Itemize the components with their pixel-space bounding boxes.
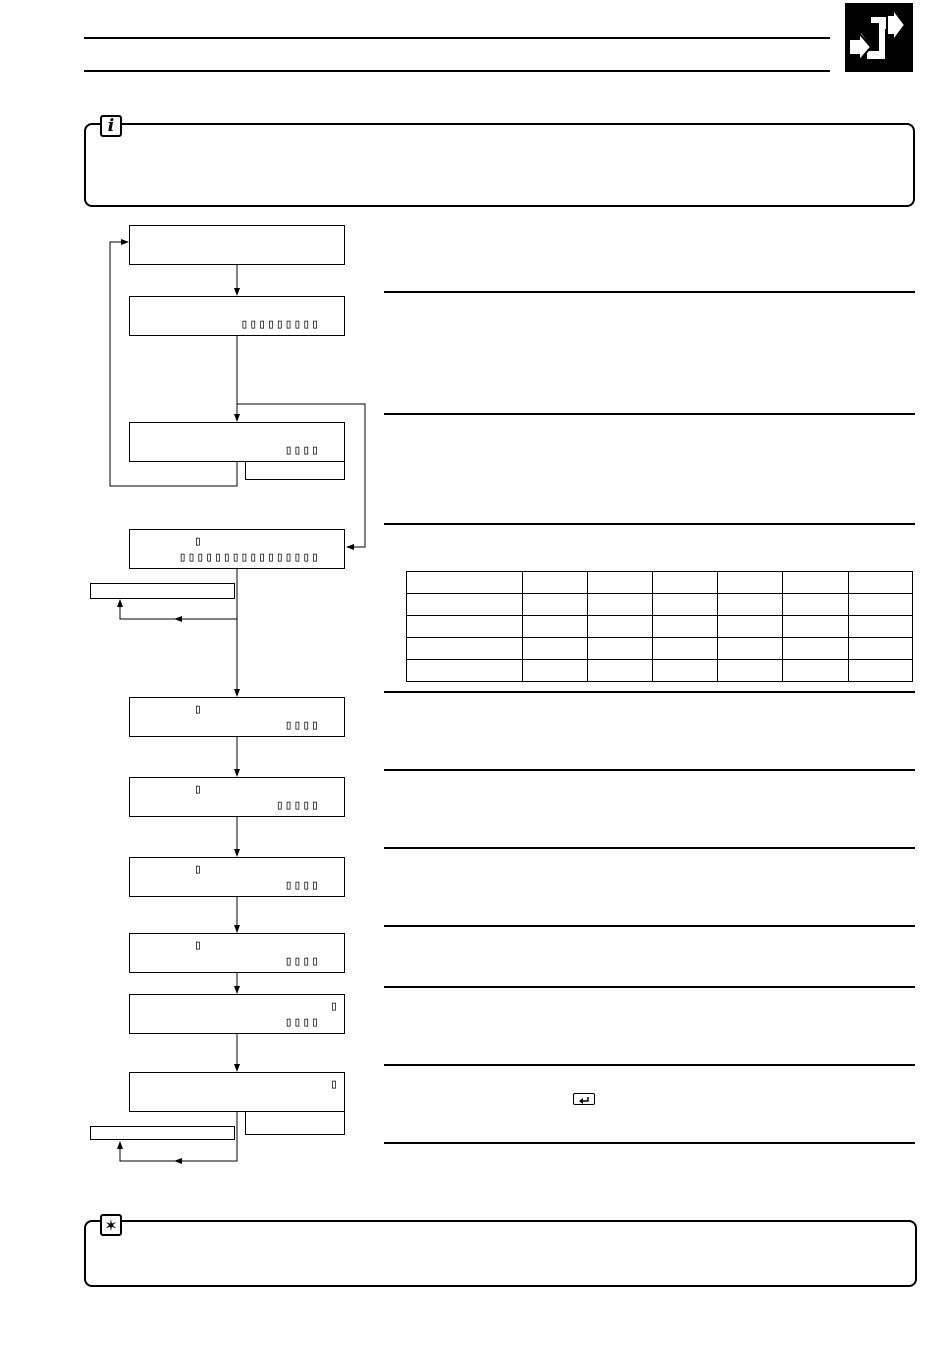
step-separator [384,291,915,293]
table-cell [523,660,588,682]
table-cell [718,638,783,660]
lcd-line-1: ▯ [194,782,203,797]
table-cell [588,616,653,638]
table-row [407,594,913,616]
table-cell [407,572,523,594]
table-cell [407,660,523,682]
table-cell [407,594,523,616]
step-separator [384,413,915,415]
table-cell [718,616,783,638]
side-key-box-3 [245,1111,345,1135]
table-cell [523,638,588,660]
side-label-box-4 [90,1126,235,1140]
lcd-line-2: ▯▯▯▯▯ [275,798,320,813]
flow-box-5 [129,697,345,737]
lcd-line-2: ▯▯▯▯ [284,878,320,893]
table-cell [407,616,523,638]
lcd-line-2: ▯▯▯▯ [284,443,320,458]
lcd-line-1: ▯ [194,702,203,717]
table-cell [718,660,783,682]
step-separator [384,1064,915,1066]
side-key-box-1 [245,461,345,480]
table-row [407,616,913,638]
flow-box-4 [129,529,345,569]
step-separator [384,523,915,525]
lcd-line-2: ▯▯▯▯ [284,954,320,969]
table-cell [653,660,718,682]
table-cell [783,638,849,660]
flow-box-3 [129,422,345,462]
table-cell [849,616,913,638]
table-row [407,660,913,682]
table-cell [783,572,849,594]
info-icon: i [100,115,122,137]
asterisk-icon: ✶ [100,1214,122,1236]
step-separator [384,986,915,988]
table-cell [588,572,653,594]
step-separator [384,847,915,849]
settings-table [406,571,913,682]
flow-box-8 [129,933,345,973]
step-separator [384,925,915,927]
tip-note [84,1220,917,1287]
table-cell [523,572,588,594]
step-separator [384,769,915,771]
table-cell [588,660,653,682]
table-cell [849,660,913,682]
table-cell [588,594,653,616]
table-cell [783,616,849,638]
lcd-line-2: ▯▯▯▯▯▯▯▯▯ [240,317,320,332]
lcd-line-1: ▯ [330,999,339,1014]
table-row [407,638,913,660]
lcd-line-2: ▯▯▯▯ [284,1015,320,1030]
lcd-line-2: ▯▯▯▯▯▯▯▯▯▯▯▯▯▯▯▯ [178,550,320,565]
table-cell [718,594,783,616]
table-cell [653,616,718,638]
table-cell [653,572,718,594]
table-cell [407,638,523,660]
table-cell [783,594,849,616]
side-label-box-2 [90,583,235,599]
table-cell [718,572,783,594]
flow-box-9 [129,994,345,1034]
table-cell [588,638,653,660]
table-cell [653,594,718,616]
table-cell [523,594,588,616]
table-cell [849,572,913,594]
flow-box-7 [129,857,345,897]
flow-box-2 [129,296,345,336]
lcd-line-1: ▯ [330,1077,339,1092]
flow-box-10 [129,1072,345,1112]
table-cell [783,660,849,682]
flow-box-1 [129,225,345,265]
table-cell [849,594,913,616]
step-separator [384,691,915,693]
table-cell [653,638,718,660]
flow-box-6 [129,777,345,817]
lcd-line-1: ▯ [194,938,203,953]
table-cell [849,638,913,660]
table-row [407,572,913,594]
return-key-icon [573,1093,595,1105]
lcd-line-2: ▯▯▯▯ [284,718,320,733]
lcd-line-1: ▯ [194,862,203,877]
lcd-line-1: ▯ [194,534,203,549]
table-cell [523,616,588,638]
step-separator [384,1142,915,1144]
